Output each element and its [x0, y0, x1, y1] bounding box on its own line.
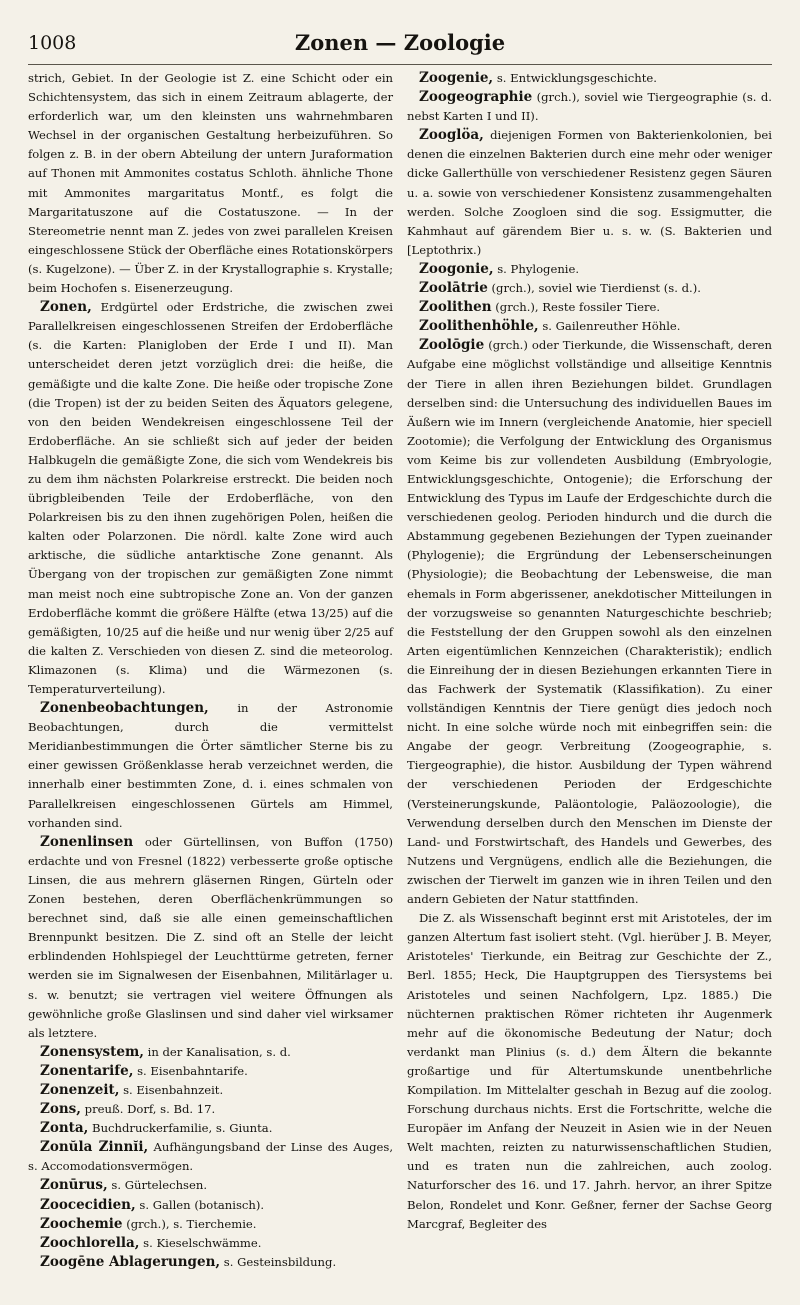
entry-text: Die Z. als Wissenschaft beginnt erst mit Aristoteles, der im ganzen Altertum fast isoliert steht. (Vgl. hierüber J. B. Meyer, Aristoteles' Tierkunde, ein Beitrag zur Geschichte der Z., Berl. 1855; Heck, Die Hauptgruppen des Tiersystems bei Aristoteles und seinen Nachfolgern, Lpz. 1885.) Die nüchternen praktischen Römer richteten ihr Augenmerk mehr auf die ökonomische Bedeutung der Natur; doch verdankt man Plinius (s. d.) dem Ältern die bekannte großartige und für Altertumskunde unentbehrliche Kompilation. Im Mittelalter geschah in Bezug auf die zoolog. Forschung durchaus nichts. Erst die Fortschritte, welche die Europäer im Anfang der Neuzeit in Asien wie in der Neuen Welt machten, reizten zu naturwissenschaftlichen Studien, und es traten nun die zahlreichen, auch zoolog. Naturforscher des 16. und 17. Jahrh. hervor, an ihrer Spitze Belon, Rondelet und Konr. Geßner, ferner der Sachse Georg Marcgraf, Begleiter des [407, 911, 772, 1231]
dictionary-entry [407, 298, 772, 317]
entry-headword: Zonensystem, [40, 1043, 144, 1060]
entry-text: s. Kieselschwämme. [143, 1235, 262, 1250]
dictionary-entry [28, 1234, 393, 1253]
dictionary-entry [28, 1138, 393, 1176]
entry-headword: Zoochlorella, [40, 1234, 140, 1251]
entry-headword: Zoochemie [40, 1215, 123, 1232]
entry-headword: Zoolōgie [419, 337, 485, 354]
dictionary-entry [28, 1215, 393, 1234]
entry-headword: Zonentarife, [40, 1062, 134, 1079]
dictionary-entry [407, 260, 772, 279]
entry-text: s. Gailenreuther Höhle. [542, 319, 681, 334]
dictionary-entry [28, 298, 393, 699]
entry-headword: Zoocecidien, [40, 1196, 136, 1213]
dictionary-entry [407, 336, 772, 909]
dictionary-entry [28, 833, 393, 1043]
dictionary-entry [407, 126, 772, 260]
entry-headword: Zonenzeit, [40, 1081, 120, 1098]
entry-headword: Zoolātrie [419, 280, 488, 297]
entry-text: Buchdruckerfamilie, s. Giunta. [92, 1121, 273, 1136]
dictionary-entry [28, 699, 393, 833]
dictionary-entry [28, 1062, 393, 1081]
entry-text: in der Astronomie Beobachtungen, durch die vermittelst Meridianbestimmungen die Örter sämtlicher Sterne bis zu einer gewissen Größenklasse herab verzeichnet werden, die innerhalb einer bestimmten Zone, d. i. eines schmalen von Parallelkreisen eingeschlossenen Gürtels am Himmel, vorhanden sind. [28, 701, 393, 830]
entry-headword: Zonenbeobachtungen, [40, 700, 209, 717]
dictionary-entry [407, 88, 772, 126]
entry-headword: Zonŭla Zinnĭi, [40, 1139, 149, 1156]
text-columns [28, 69, 772, 1272]
entry-text: s. Eisenbahntarife. [137, 1063, 248, 1078]
entry-headword: Zons, [40, 1101, 81, 1118]
entry-headword: Zonenlinsen [40, 833, 134, 850]
dictionary-entry [407, 909, 772, 1234]
entry-text: (grch.) oder Tierkunde, die Wissenschaft, deren Aufgabe eine möglichst vollständige und allseitige Kenntnis der Tiere in allen ihren Beziehungen bildet. Grundlagen derselben sind: die Untersuchung des individuellen Baues im Äußern wie im Innern (vergleichende Anatomie, hier speciell Zootomie); die Verfolgung der Entwicklung des Organismus vom Keime bis zur vollendeten Ausbildung (Embryologie, Entwicklungsgeschichte, Ontogenie); die Erforschung der Entwicklung des Typus im Laufe der Erdgeschichte durch die verschiedenen geolog. Perioden hindurch und die durch die Abstammung gegebenen Beziehungen der Typen zueinander (Phylogenie); die Ergründung der Lebenserscheinungen (Physiologie); die Beobachtung der Lebensweise, die man ehemals in Form abgerissener, anekdotischer Mitteilungen in der vorzugsweise so genannten Naturgeschichte beschrieb; die Feststellung der den Gruppen sowohl als den einzelnen Arten eigentümlichen Kennzeichen (Charakteristik); endlich die Einreihung der in diesen Beziehungen erkannten Tiere in das Fachwerk der Systematik (Klassifikation). Zu einer vollständigen Kenntnis der Tiere genügt dies jedoch noch nicht. In eine solche würde noch mit einbegriffen sein: die Angabe der geogr. Verbreitung (Zoogeographie, s. Tiergeographie), die histor. Ausbildung der Typen während der verschiedenen Perioden der Erdgeschichte (Versteinerungskunde, Paläontologie, Paläozoologie), die Verwendung derselben durch den Menschen im Dienste der Land- und Forstwirtschaft, des Handels und Gewerbes, des Nutzens und Vergnügens, endlich alle die Beziehungen, die zwischen der Tierwelt im ganzen wie in ihren Teilen und den andern Gebieten der Natur stattfinden. [407, 338, 772, 907]
dictionary-entry [28, 69, 393, 298]
entry-headword: Zooglöa, [419, 127, 484, 144]
entry-text: s. Phylogenie. [497, 261, 580, 276]
entry-text: Aufhängungsband der Linse des Auges, s. Accomodationsvermögen. [28, 1140, 394, 1174]
entry-text: in der Kanalisation, s. d. [147, 1044, 291, 1059]
entry-text: Erdgürtel oder Erdstriche, die zwischen zwei Parallelkreisen eingeschlossenen Streifen der Erdoberfläche (s. die Karten: Planigloben der Erde I und II). Man unterscheidet deren jetzt vorzüglich drei: die heiße, die gemäßigte und die kalte Zone. Die heiße oder tropische Zone (die Tropen) ist der zu beiden Seiten des Äquators gelegene, von den beiden Wendekreisen eingeschlossene Teil der Erdoberfläche. An sie schließt sich auf jeder der beiden Halbkugeln die gemäßigte Zone, die sich vom Wendekreis bis zu dem ihm nächsten Polarkreise erstreckt. Die beiden noch übrigbleibenden Teile der Erdoberfläche, von den Polarkreisen bis zu den ihnen zugehörigen Polen, heißen die kalten oder Polarzonen. Die nördl. kalte Zone wird auch arktische, die südliche antarktische Zone genannt. Als Übergang von der tropischen zur gemäßigten Zone nimmt man meist noch eine subtropische Zone an. Von der ganzen Erdoberfläche kommt die größere Hälfte (etwa 13/25) auf die gemäßigten, 10/25 auf die heiße und nur wenig über 2/25 auf die kalten Z. Verschieden von diesen Z. sind die meteorolog. Klimazonen (s. Klima) und die Wärmezonen (s. Temperaturverteilung). [28, 300, 393, 696]
dictionary-entry [28, 1043, 393, 1062]
dictionary-entry [28, 1081, 393, 1100]
entry-headword: Zoogenie, [419, 70, 494, 86]
entry-text: (grch.), soviel wie Tiergeographie (s. d. nebst Karten I und II). [407, 90, 772, 124]
dictionary-entry [28, 1176, 393, 1195]
entry-text: preuß. Dorf, s. Bd. 17. [84, 1102, 216, 1117]
entry-headword: Zoolithen [419, 299, 492, 316]
entry-text: s. Entwicklungsgeschichte. [496, 71, 657, 85]
entry-headword: Zonūrus, [40, 1177, 108, 1194]
entry-headword: Zoolithenhöhle, [419, 318, 539, 335]
dictionary-entry [407, 279, 772, 298]
entry-text: s. Gallen (botanisch). [139, 1197, 265, 1212]
dictionary-entry [28, 1253, 393, 1272]
running-title: Zonen — Zoologie [294, 30, 506, 55]
entry-text: s. Eisenbahnzeit. [123, 1082, 224, 1097]
entry-text: (grch.), Reste fossiler Tiere. [495, 300, 661, 315]
entry-text: diejenigen Formen von Bakterienkolonien, bei denen die einzelnen Bakterien durch eine mehr oder weniger dicke Gallerthülle von verschiedener Resistenz gegen Säuren u. a. sowie von verschiedener Konsistenz zusammengehalten werden. Solche Zoogloen sind die sog. Essigmutter, die Kahmhaut auf gärendem Bier u. s. w. (S. Bakterien und [Leptothrix.) [407, 128, 772, 257]
entry-text: strich, Gebiet. In der Geologie ist Z. eine Schicht oder ein Schichtensystem, das sich in einem Zeitraum ablagerte, der erforderlich war, um den kleinsten uns wahrnehmbaren Wechsel in der organischen Gestaltung herbeizuführen. So folgen z. B. in der obern Abteilung der untern Juraformation auf Thonen mit Ammonites costatus Schloth. ähnliche Thone mit Ammonites margaritatus Montf., es folgt die Margaritatuszone auf die Costatuszone. — In der Stereometrie nennt man Z. jedes von zwei parallelen Kreisen eingeschlossene Stück der Oberfläche eines Rotationskörpers (s. Kugelzone). — Über Z. in der Krystallographie s. Krystalle; beim Hochofen s. Eisenerzeugung. [28, 71, 393, 296]
dictionary-entry [28, 1119, 393, 1138]
entry-headword: Zonta, [40, 1120, 89, 1137]
entry-text: oder Gürtellinsen, von Buffon (1750) erdachte und von Fresnel (1822) verbesserte große optische Linsen, die aus mehrern gläsernen Ringen, Gürteln oder Zonen bestehen, deren Oberflächenkrümmungen so berechnet sind, daß sie alle einen gemeinschaftlichen Brennpunkt besitzen. Die Z. sind oft an Stelle der leicht erblindenden Hohlspiegel der Leuchttürme getreten, ferner werden sie im Signalwesen der Eisenbahnen, Militärlager u. s. w. benutzt; sie vertragen viel weitere Öffnungen als gewöhnliche große Glaslinsen und sind daher viel wirksamer als letztere. [28, 834, 394, 1040]
page-header [28, 30, 772, 65]
entry-headword: Zoogeographie [419, 89, 533, 106]
entry-headword: Zonen, [40, 299, 92, 316]
entry-text: s. Gesteinsbildung. [223, 1254, 337, 1269]
page-number: 1008 [28, 32, 77, 54]
dictionary-entry [28, 1100, 393, 1119]
dictionary-entry [407, 317, 772, 336]
entry-text: (grch.), s. Tierchemie. [126, 1216, 257, 1231]
dictionary-entry [407, 69, 772, 88]
entry-headword: Zoogēne Ablagerungen, [40, 1253, 221, 1270]
entry-text: (grch.), soviel wie Tierdienst (s. d.). [491, 281, 701, 296]
entry-text: s. Gürtelechsen. [111, 1178, 208, 1193]
right-column [407, 69, 772, 1272]
dictionary-entry [28, 1196, 393, 1215]
entry-headword: Zoogonie, [419, 260, 494, 277]
left-column [28, 69, 393, 1272]
